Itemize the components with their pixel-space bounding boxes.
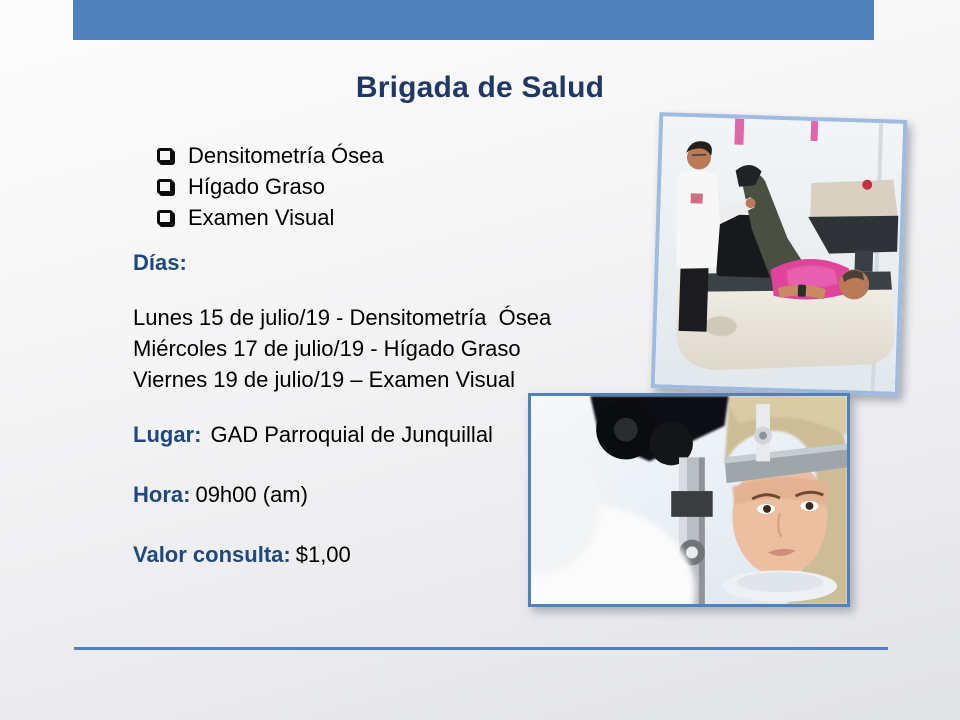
time-line xyxy=(133,482,308,508)
checklist-item-label: Examen Visual xyxy=(188,204,335,230)
price-value: $1,00 xyxy=(295,542,351,567)
list-item xyxy=(157,202,384,233)
schedule-lines xyxy=(133,302,551,395)
bottom-divider xyxy=(74,647,888,650)
densitometry-photo xyxy=(651,112,908,396)
time-label: Hora: xyxy=(133,482,191,507)
schedule-line: Viernes 19 de julio/19 – Examen Visual xyxy=(133,367,515,392)
top-accent-bar xyxy=(73,0,874,40)
schedule-line: Lunes 15 de julio/19 - Densitometría Ósea xyxy=(133,305,552,330)
eye-exam-photo xyxy=(528,393,850,607)
price-label: Valor consulta: xyxy=(133,542,291,567)
place-value: GAD Parroquial de Junquillal xyxy=(210,422,493,447)
service-checklist xyxy=(157,140,384,233)
densitometry-illustration xyxy=(655,116,903,391)
list-item xyxy=(157,140,384,171)
checklist-item-label: Densitometría Ósea xyxy=(188,142,384,168)
place-line xyxy=(133,422,493,448)
price-line xyxy=(133,542,351,568)
page-title: Brigada de Salud xyxy=(355,71,605,104)
days-heading xyxy=(133,250,187,276)
schedule-line: Miércoles 17 de julio/19 - Hígado Graso xyxy=(133,336,521,361)
days-label: Días: xyxy=(133,250,187,275)
checkbox-icon xyxy=(157,179,173,194)
checkbox-icon xyxy=(157,148,173,163)
checkbox-icon xyxy=(157,210,173,225)
checklist-item-label: Hígado Graso xyxy=(188,173,325,199)
eye-exam-illustration xyxy=(531,396,847,604)
place-label: Lugar: xyxy=(133,422,202,447)
list-item xyxy=(157,171,384,202)
time-value: 09h00 (am) xyxy=(195,482,308,507)
